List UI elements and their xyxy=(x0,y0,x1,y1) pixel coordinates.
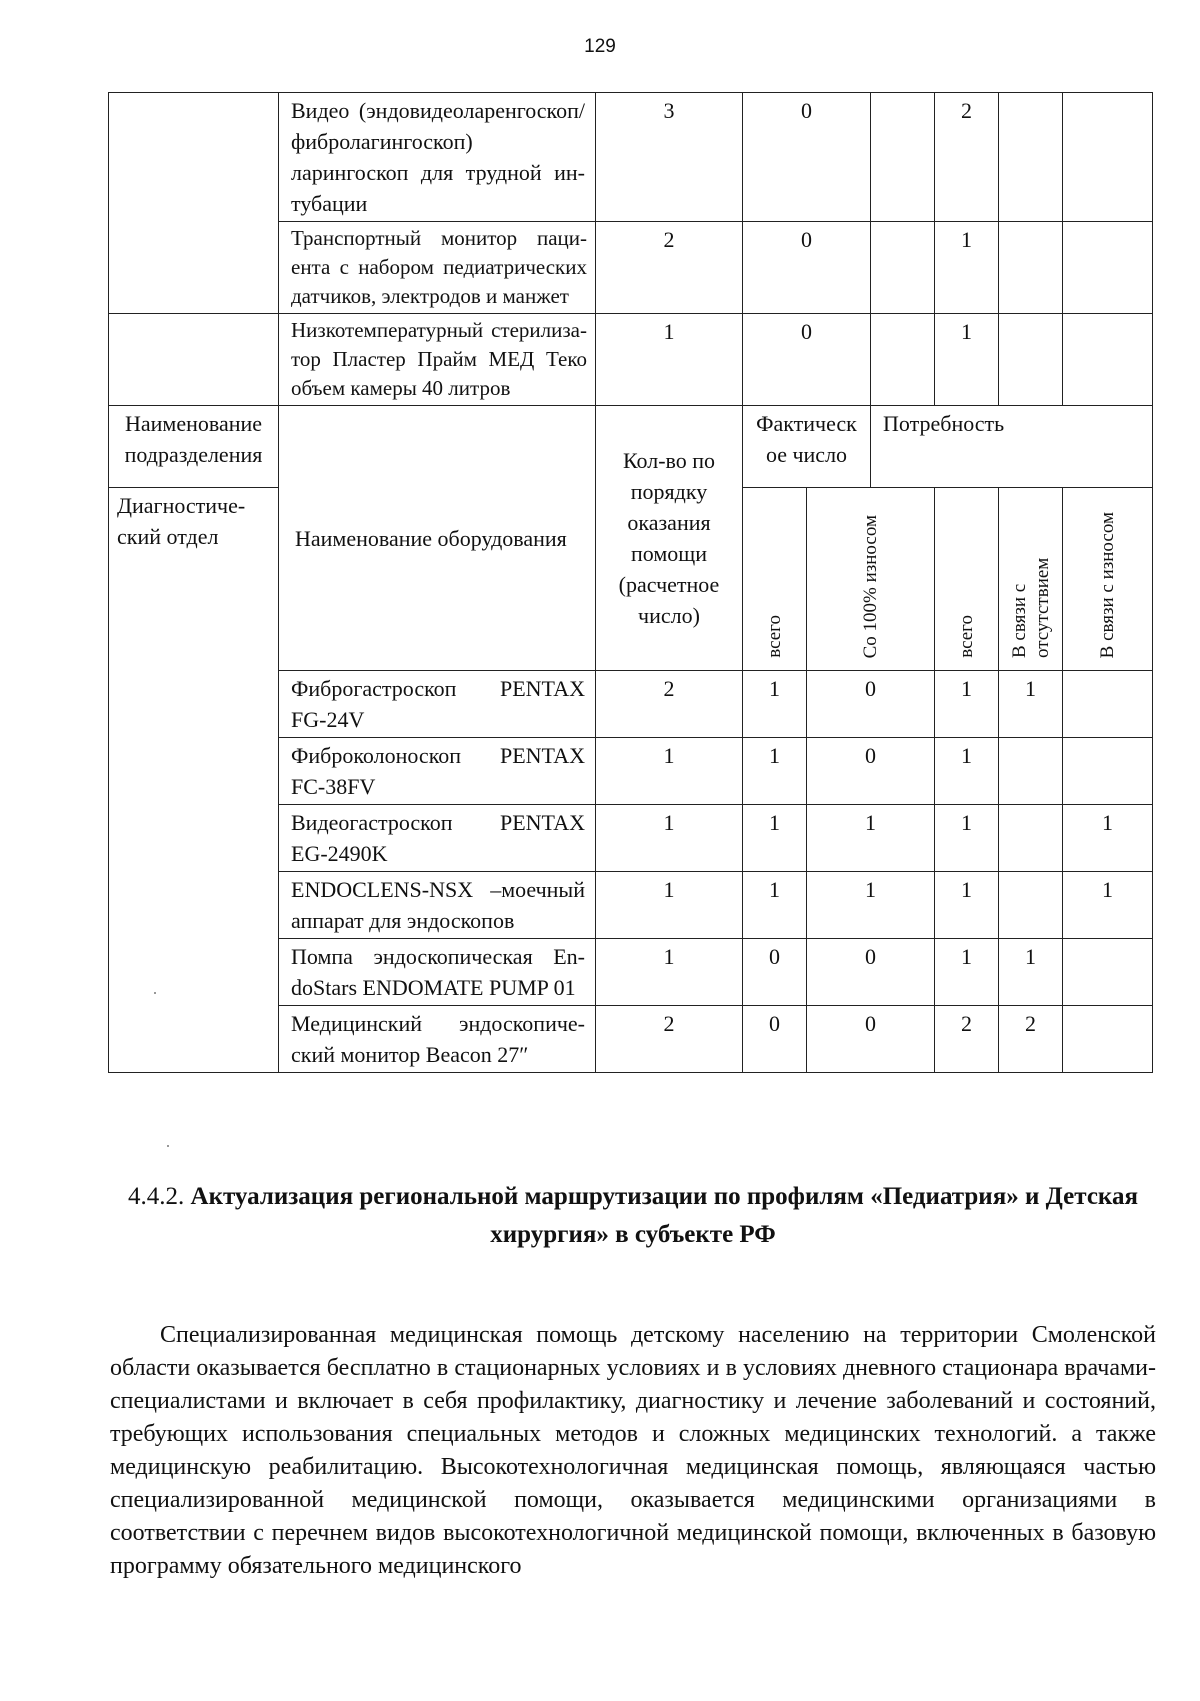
need-absent-cell: 1 xyxy=(999,671,1063,738)
need-absent-cell xyxy=(999,314,1063,406)
actual-worn-cell xyxy=(871,93,935,222)
section-number: 4.4.2. xyxy=(128,1183,185,1210)
need-total-cell: 1 xyxy=(935,671,999,738)
division-name: Диагностический отдел xyxy=(109,488,279,1073)
scan-speck xyxy=(154,992,156,994)
qty-cell: 1 xyxy=(596,805,743,872)
need-worn-cell xyxy=(1063,314,1153,406)
page-number: 129 xyxy=(584,36,616,57)
qty-cell: 1 xyxy=(596,939,743,1006)
actual-total-cell: 1 xyxy=(743,805,807,872)
header-division-name: Наименование подразделения xyxy=(109,406,279,488)
equipment-name-cell: Медицинский эндоскопический монитор Beacon 27″ xyxy=(279,1006,596,1073)
need-absent-cell xyxy=(999,93,1063,222)
header-need-total: всего xyxy=(935,488,999,671)
equipment-table xyxy=(108,92,1153,1073)
need-absent-cell: 2 xyxy=(999,1006,1063,1073)
need-absent-cell xyxy=(999,872,1063,939)
need-worn-cell xyxy=(1063,738,1153,805)
need-total-cell: 2 xyxy=(935,93,999,222)
need-worn-cell: 1 xyxy=(1063,872,1153,939)
equipment-name-cell: Видео (эндовидеоларенгоскоп/ фибролагингоскоп) ларингоскоп для трудной интубации xyxy=(279,93,596,222)
header-quantity: Кол-во по порядку оказания помощи (расчетное число) xyxy=(596,406,743,671)
actual-total-cell: 0 xyxy=(743,93,871,222)
scan-speck xyxy=(167,1145,169,1147)
actual-total-cell: 1 xyxy=(743,738,807,805)
header-need-absent: В связи с отсутствием xyxy=(999,488,1063,671)
header-actual-total: всего xyxy=(743,488,807,671)
actual-worn-cell xyxy=(871,314,935,406)
actual-worn-cell: 1 xyxy=(807,805,935,872)
actual-total-cell: 0 xyxy=(743,314,871,406)
actual-worn-cell xyxy=(871,222,935,314)
header-need: Потребность xyxy=(871,406,1153,488)
need-total-cell: 1 xyxy=(935,314,999,406)
need-worn-cell xyxy=(1063,222,1153,314)
actual-total-cell: 0 xyxy=(743,222,871,314)
equipment-name-cell: Помпа эндоскопическая EndoStars ENDOMATE PUMP 01 xyxy=(279,939,596,1006)
need-worn-cell xyxy=(1063,939,1153,1006)
actual-total-cell: 0 xyxy=(743,939,807,1006)
equipment-name-cell: Фиброколоноскоп PENTAX FC-38FV xyxy=(279,738,596,805)
equipment-name-cell: Транспортный монитор пациента с набором педиатрических датчиков, электродов и манжет xyxy=(279,222,596,314)
table-row xyxy=(109,93,1153,222)
equipment-name-cell: Низкотемпературный стерилизатор Пластер Прайм МЕД Теко объем камеры 40 литров xyxy=(279,314,596,406)
table-row xyxy=(109,314,1153,406)
qty-cell: 1 xyxy=(596,872,743,939)
section-heading xyxy=(110,1178,1156,1254)
actual-total-cell: 0 xyxy=(743,1006,807,1073)
need-total-cell: 1 xyxy=(935,222,999,314)
actual-worn-cell: 1 xyxy=(807,872,935,939)
equipment-name-cell: Видеогастроскоп PENTAX EG-2490K xyxy=(279,805,596,872)
actual-total-cell: 1 xyxy=(743,872,807,939)
need-absent-cell xyxy=(999,222,1063,314)
actual-worn-cell: 0 xyxy=(807,939,935,1006)
header-actual: Фактическ ое число xyxy=(743,406,871,488)
body-paragraph: Специализированная медицинская помощь детскому населению на территории Смоленской области оказывается бесплатно в стационарных условиях и в условиях дневного стационара врачами-специалистами и включает в себя профилактику, диагностику и лечение заболеваний и состояний, требующих использования специальных методов и сложных медицинских технологий. а также медицинскую реабилитацию. Высокотехнологичная медицинская помощь, являющаяся частью специализированной медицинской помощи, оказывается медицинскими организациями в соответствии с перечнем видов высокотехнологичной медицинской помощи, включенных в базовую программу обязательного медицинского xyxy=(110,1322,1156,1579)
need-worn-cell: 1 xyxy=(1063,805,1153,872)
actual-worn-cell: 0 xyxy=(807,738,935,805)
qty-cell: 2 xyxy=(596,222,743,314)
equipment-name-cell: ENDOCLENS-NSX –моечный аппарат для эндоскопов xyxy=(279,872,596,939)
qty-cell: 2 xyxy=(596,671,743,738)
section-title: Актуализация региональной маршрутизации по профилям «Педиатрия» и Детская хирургия» в субъекте РФ xyxy=(190,1183,1138,1248)
actual-total-cell: 1 xyxy=(743,671,807,738)
need-absent-cell xyxy=(999,738,1063,805)
need-total-cell: 1 xyxy=(935,738,999,805)
actual-worn-cell: 0 xyxy=(807,671,935,738)
header-equipment-name: Наименование оборудования xyxy=(279,406,596,671)
need-total-cell: 1 xyxy=(935,872,999,939)
need-total-cell: 2 xyxy=(935,1006,999,1073)
need-total-cell: 1 xyxy=(935,939,999,1006)
need-worn-cell xyxy=(1063,93,1153,222)
qty-cell: 1 xyxy=(596,314,743,406)
division-cell-empty xyxy=(109,314,279,406)
actual-worn-cell: 0 xyxy=(807,1006,935,1073)
header-actual-worn: Со 100% износом xyxy=(807,488,935,671)
header-need-worn: В связи с износом xyxy=(1063,488,1153,671)
table-header-row xyxy=(109,406,1153,488)
qty-cell: 3 xyxy=(596,93,743,222)
need-absent-cell: 1 xyxy=(999,939,1063,1006)
need-absent-cell xyxy=(999,805,1063,872)
need-worn-cell xyxy=(1063,671,1153,738)
division-cell-empty xyxy=(109,93,279,314)
need-total-cell: 1 xyxy=(935,805,999,872)
equipment-name-cell: Фиброгастроскоп PENTAX FG-24V xyxy=(279,671,596,738)
qty-cell: 2 xyxy=(596,1006,743,1073)
need-worn-cell xyxy=(1063,1006,1153,1073)
qty-cell: 1 xyxy=(596,738,743,805)
